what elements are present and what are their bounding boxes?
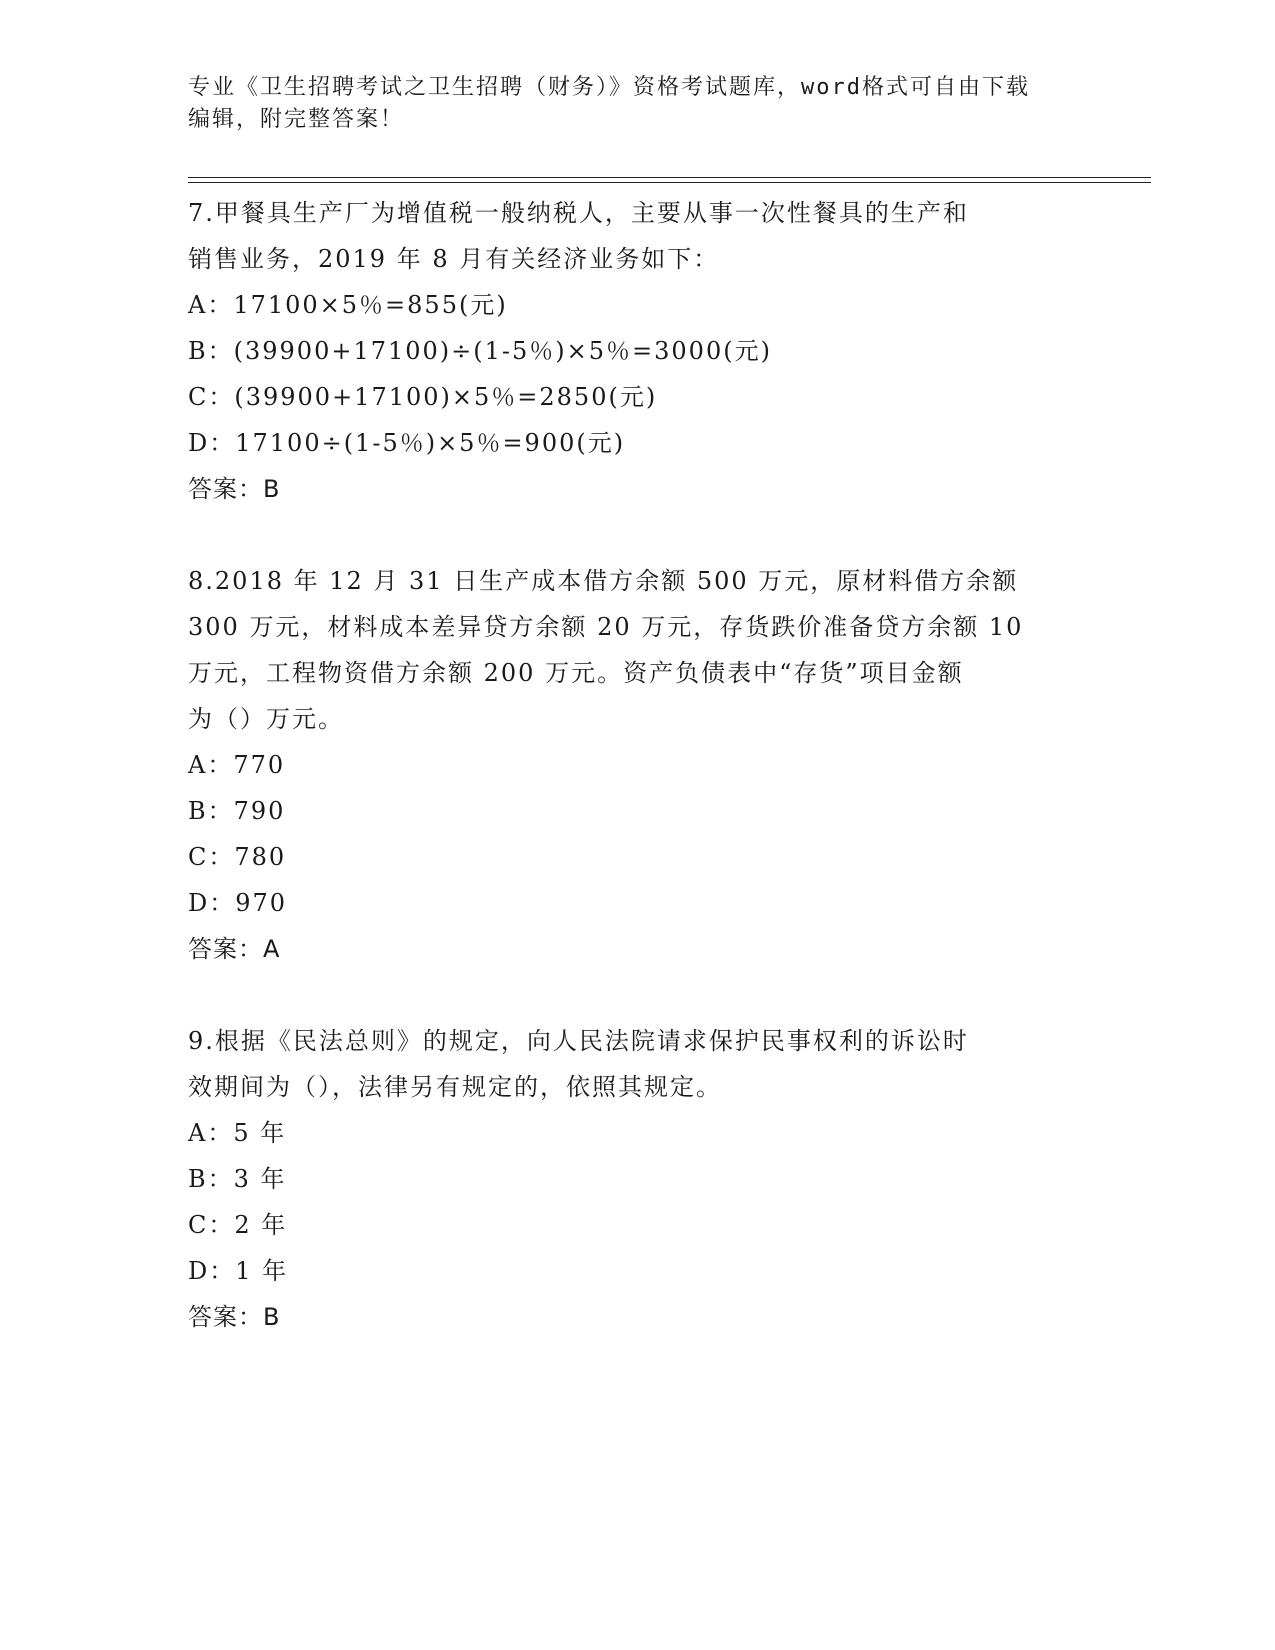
document-header: [188, 72, 1088, 136]
option-b: B：3 年: [188, 1165, 287, 1193]
question-stem-line: 9.根据《民法总则》的规定，向人民法院请求保护民事权利的诉讼时: [188, 1027, 969, 1055]
header-divider-top: [188, 177, 1151, 178]
header-line-2: 编辑，附完整答案！: [188, 107, 405, 132]
question-stem-line: 8.2018 年 12 月 31 日生产成本借方余额 500 万元，原材料借方余额: [188, 567, 1019, 595]
option-d: D：1 年: [188, 1257, 289, 1285]
option-b: B：(39900+17100)÷(1-5％)×5％=3000(元): [188, 337, 772, 365]
question-list: [188, 190, 1088, 1340]
option-c: C：2 年: [188, 1211, 288, 1239]
option-c: C：780: [188, 843, 287, 871]
question-stem-line: 为（）万元。: [188, 705, 344, 733]
option-d: D：17100÷(1-5％)×5％=900(元): [188, 429, 626, 457]
option-a: A：5 年: [188, 1119, 287, 1147]
question-8: [188, 558, 1088, 972]
answer: 答案：A: [188, 935, 281, 963]
option-d: D：970: [188, 889, 288, 917]
question-stem-line: 300 万元，材料成本差异贷方余额 20 万元，存货跌价准备贷方余额 10: [188, 613, 1024, 641]
option-a: A：770: [188, 751, 286, 779]
option-c: C：(39900+17100)×5％=2850(元): [188, 383, 658, 411]
question-7: [188, 190, 1088, 512]
question-stem-line: 销售业务，2019 年 8 月有关经济业务如下：: [188, 245, 720, 273]
header-line-1: 专业《卫生招聘考试之卫生招聘（财务）》资格考试题库，word格式可自由下载: [188, 75, 1030, 100]
question-stem-line: 万元，工程物资借方余额 200 万元。资产负债表中“存货”项目金额: [188, 659, 964, 687]
answer: 答案：B: [188, 475, 281, 503]
header-divider-bottom: [188, 182, 1151, 183]
option-a: A：17100×5％=855(元): [188, 291, 508, 319]
question-stem-line: 7.甲餐具生产厂为增值税一般纳税人，主要从事一次性餐具的生产和: [188, 199, 969, 227]
question-stem-line: 效期间为（），法律另有规定的，依照其规定。: [188, 1073, 722, 1101]
question-9: [188, 1018, 1088, 1340]
option-b: B：790: [188, 797, 286, 825]
answer: 答案：B: [188, 1303, 281, 1331]
